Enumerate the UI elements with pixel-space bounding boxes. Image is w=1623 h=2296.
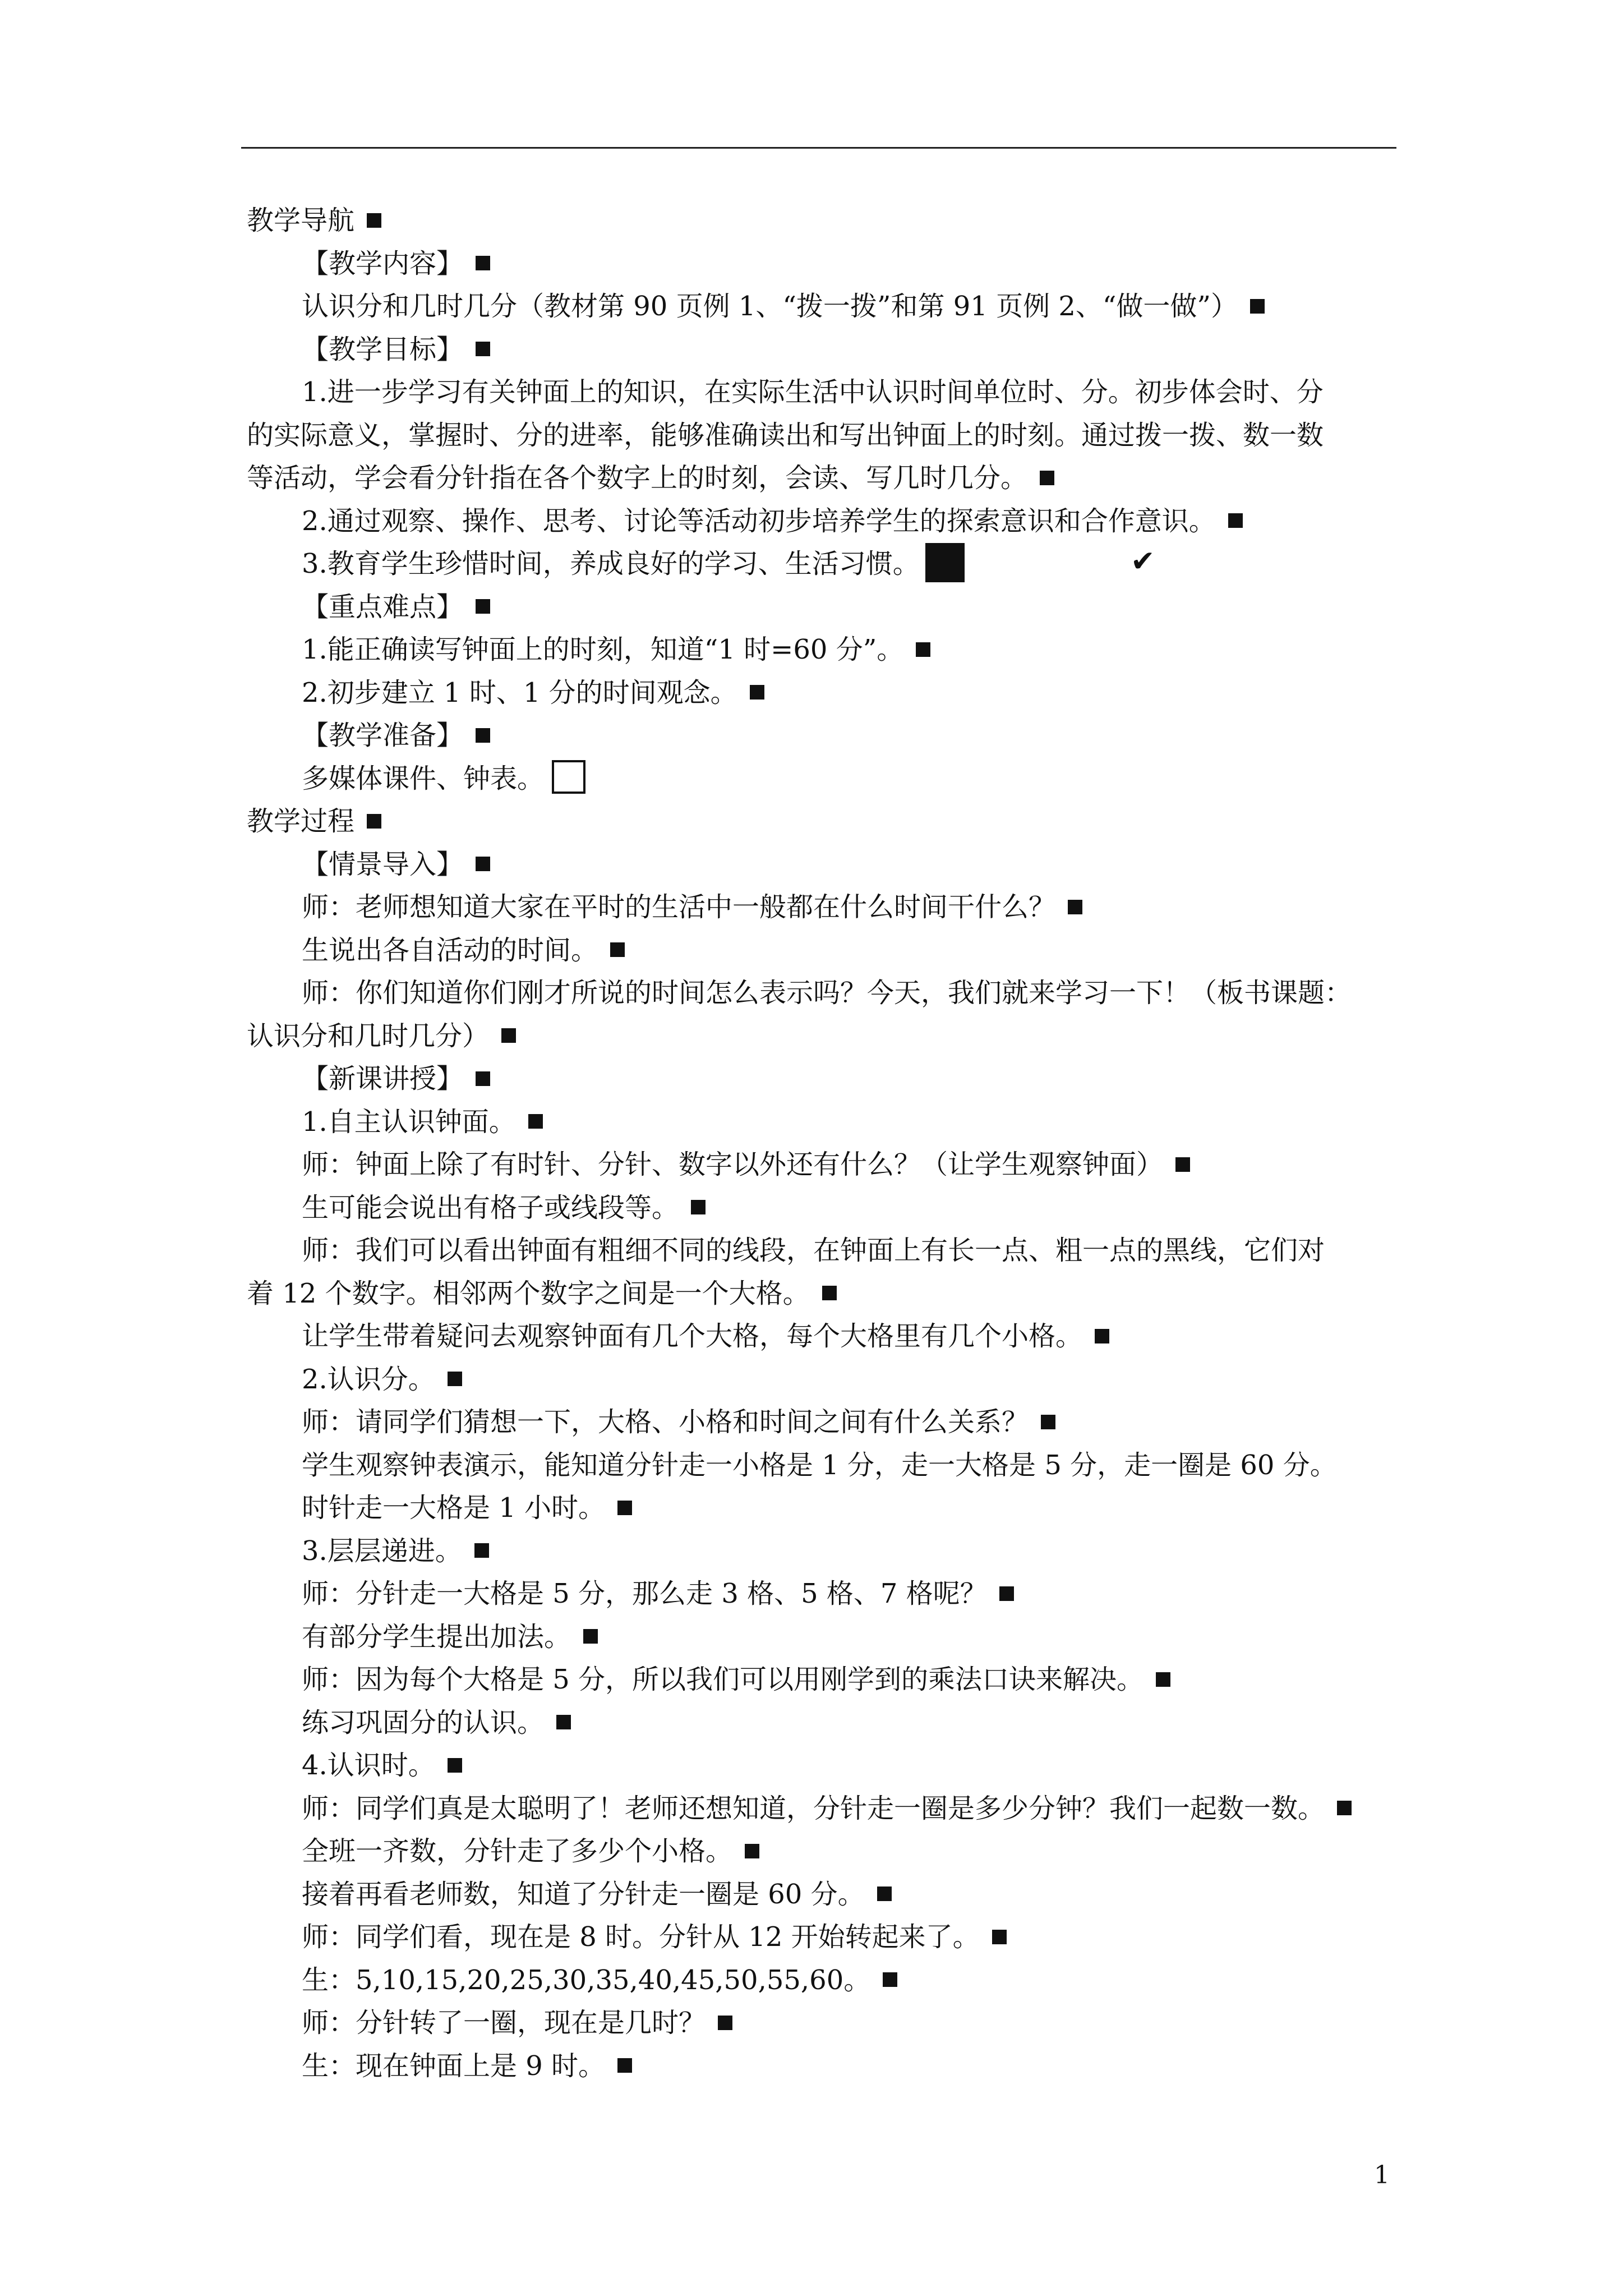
subheading — [247, 843, 1402, 886]
paragraph-line — [247, 1487, 1402, 1530]
square-marker — [367, 213, 381, 228]
paragraph-line — [247, 1873, 1402, 1916]
paragraph-line — [247, 500, 1402, 543]
paragraph-line — [247, 1916, 1402, 1959]
line-text: 【新课讲授】 — [302, 1063, 464, 1094]
line-text: 师：同学们真是太聪明了！老师还想知道，分针走一圈是多少分钟？我们一起数一数。 — [302, 1792, 1325, 1824]
line-text: 2.认识分。 — [302, 1363, 435, 1395]
line-text: 1.自主认识钟面。 — [302, 1106, 516, 1138]
section-heading — [247, 800, 1402, 843]
paragraph-line — [247, 1744, 1402, 1787]
line-text: 练习巩固分的认识。 — [302, 1706, 545, 1738]
subheading — [247, 1057, 1402, 1101]
paragraph-line — [247, 1101, 1402, 1144]
square-marker — [1228, 513, 1243, 528]
line-text: 3.层层递进。 — [302, 1535, 462, 1567]
paragraph-line — [247, 757, 1402, 800]
square-marker — [1250, 299, 1265, 314]
line-text: 认识分和几时几分） — [247, 1020, 490, 1052]
paragraph-line — [247, 1830, 1402, 1873]
line-text: 等活动，学会看分针指在各个数字上的时刻，会读、写几时几分。 — [247, 462, 1028, 494]
square-marker — [476, 256, 490, 270]
line-text: 生：现在钟面上是 9 时。 — [302, 2050, 606, 2082]
paragraph-line — [247, 1959, 1402, 2002]
square-marker — [617, 2058, 632, 2073]
line-text: 着 12 个数字。相邻两个数字之间是一个大格。 — [247, 1277, 810, 1309]
square-marker — [691, 1200, 706, 1214]
line-text: 师：分针走一大格是 5 分，那么走 3 格、5 格、7 格呢？ — [302, 1578, 987, 1609]
paragraph-line — [247, 285, 1402, 328]
square-marker — [1068, 900, 1082, 914]
paragraph-line — [247, 1358, 1402, 1401]
paragraph-line — [247, 1572, 1402, 1616]
paragraph-line — [247, 1530, 1402, 1573]
paragraph-line — [247, 1315, 1402, 1358]
line-text: 接着再看老师数，知道了分针走一圈是 60 分。 — [302, 1878, 865, 1910]
line-text: 【教学目标】 — [302, 333, 464, 365]
square-marker — [1337, 1801, 1352, 1815]
paragraph-line — [247, 1186, 1402, 1230]
line-text: 师：分针转了一圈，现在是几时？ — [302, 2007, 706, 2039]
line-text: 有部分学生提出加法。 — [302, 1621, 571, 1653]
square-marker — [474, 1543, 489, 1558]
line-text: 教学导航 — [247, 205, 355, 236]
line-text: 生说出各自活动的时间。 — [302, 934, 598, 966]
square-marker — [1040, 471, 1054, 485]
square-marker — [583, 1629, 598, 1644]
document-body — [247, 199, 1402, 2087]
square-marker — [476, 599, 490, 614]
paragraph-line — [247, 1272, 1402, 1315]
paragraph-line — [247, 886, 1402, 929]
section-heading — [247, 199, 1402, 242]
subheading — [247, 242, 1402, 286]
line-text: 2.初步建立 1 时、1 分的时间观念。 — [302, 677, 737, 708]
square-marker — [501, 1028, 516, 1043]
paragraph-line — [247, 929, 1402, 972]
square-marker — [367, 814, 381, 829]
line-text: 的实际意义，掌握时、分的进率，能够准确读出和写出钟面上的时刻。通过拨一拨、数一数 — [247, 419, 1324, 451]
square-marker — [877, 1887, 892, 1901]
line-text: 生可能会说出有格子或线段等。 — [302, 1191, 679, 1223]
line-text: 1.能正确读写钟面上的时刻，知道“1 时=60 分”。 — [302, 634, 904, 665]
line-text: 【教学内容】 — [302, 247, 464, 279]
square-marker — [1041, 1415, 1055, 1429]
paragraph-line — [247, 1658, 1402, 1701]
line-text: 师：老师想知道大家在平时的生活中一般都在什么时间干什么？ — [302, 891, 1056, 923]
paragraph-line — [247, 1143, 1402, 1186]
line-text: 师：同学们看，现在是 8 时。分针从 12 开始转起来了。 — [302, 1921, 980, 1953]
line-text: 【教学准备】 — [302, 720, 464, 751]
paragraph-line — [247, 972, 1402, 1015]
paragraph-line — [247, 457, 1402, 500]
square-marker — [556, 1715, 571, 1729]
square-marker — [999, 1586, 1014, 1601]
square-marker — [883, 1972, 897, 1987]
paragraph-line — [247, 1229, 1402, 1272]
square-marker — [750, 685, 764, 700]
line-text: 生：5,10,15,20,25,30,35,40,45,50,55,60。 — [302, 1964, 871, 1996]
square-marker — [476, 728, 490, 743]
checkmark-icon: ✔ — [1131, 545, 1155, 578]
square-marker — [476, 857, 490, 871]
paragraph-line — [247, 371, 1402, 414]
subheading — [247, 586, 1402, 629]
line-text: 认识分和几时几分（教材第 90 页例 1、“拨一拨”和第 91 页例 2、“做一做”） — [302, 291, 1238, 322]
line-text: 师：你们知道你们刚才所说的时间怎么表示吗？今天，我们就来学习一下！（板书课题： — [302, 977, 1352, 1009]
subheading — [247, 714, 1402, 757]
square-marker — [718, 2016, 732, 2030]
line-text: 师：请同学们猜想一下，大格、小格和时间之间有什么关系？ — [302, 1406, 1029, 1438]
square-marker — [916, 642, 930, 657]
square-marker — [610, 942, 625, 957]
paragraph-line — [247, 628, 1402, 671]
line-text: 教学过程 — [247, 806, 355, 837]
line-text: 师：因为每个大格是 5 分，所以我们可以用刚学到的乘法口诀来解决。 — [302, 1664, 1144, 1695]
line-text: 【情景导入】 — [302, 848, 464, 880]
line-text: 【重点难点】 — [302, 591, 464, 623]
square-marker — [822, 1286, 837, 1300]
paragraph-line — [247, 1616, 1402, 1659]
line-text: 多媒体课件、钟表。 — [302, 762, 545, 794]
paragraph-line — [247, 2045, 1402, 2088]
line-text: 师：我们可以看出钟面有粗细不同的线段，在钟面上有长一点、粗一点的黑线，它们对 — [302, 1235, 1325, 1266]
line-text: 4.认识时。 — [302, 1750, 435, 1781]
square-marker — [476, 1071, 490, 1086]
paragraph-line — [247, 1401, 1402, 1444]
line-text: 时针走一大格是 1 小时。 — [302, 1492, 606, 1524]
square-marker — [617, 1501, 632, 1515]
square-marker — [1156, 1672, 1170, 1687]
paragraph-line — [247, 2001, 1402, 2045]
square-marker — [1095, 1329, 1109, 1343]
line-text: 学生观察钟表演示，能知道分针走一小格是 1 分，走一大格是 5 分，走一圈是 60 分。 — [302, 1449, 1337, 1481]
square-marker — [1175, 1157, 1190, 1172]
line-text: 1.进一步学习有关钟面上的知识，在实际生活中认识时间单位时、分。初步体会时、分 — [302, 376, 1324, 408]
line-text: 全班一齐数，分针走了多少个小格。 — [302, 1835, 733, 1867]
page-number: 1 — [1374, 2161, 1390, 2189]
paragraph-line — [247, 542, 1402, 586]
subheading — [247, 328, 1402, 371]
line-text: 2.通过观察、操作、思考、讨论等活动初步培养学生的探索意识和合作意识。 — [302, 505, 1216, 537]
paragraph-line — [247, 1444, 1402, 1487]
square-marker — [448, 1372, 462, 1386]
paragraph-line — [247, 1787, 1402, 1830]
square-marker — [745, 1844, 759, 1858]
line-text: 让学生带着疑问去观察钟面有几个大格，每个大格里有几个小格。 — [302, 1320, 1083, 1352]
paragraph-line — [247, 414, 1402, 457]
header-rule — [241, 147, 1396, 149]
square-marker — [448, 1758, 462, 1773]
large-square-marker — [925, 543, 965, 582]
paragraph-line — [247, 1701, 1402, 1745]
square-marker — [528, 1114, 543, 1129]
square-marker — [992, 1930, 1007, 1944]
line-text: 3.教育学生珍惜时间，养成良好的学习、生活习惯。 — [302, 548, 920, 579]
paragraph-line — [247, 1015, 1402, 1058]
square-marker — [476, 342, 490, 356]
line-text: 师：钟面上除了有时针、分针、数字以外还有什么？（让学生观察钟面） — [302, 1149, 1164, 1180]
empty-box-marker — [552, 760, 585, 794]
paragraph-line — [247, 671, 1402, 715]
